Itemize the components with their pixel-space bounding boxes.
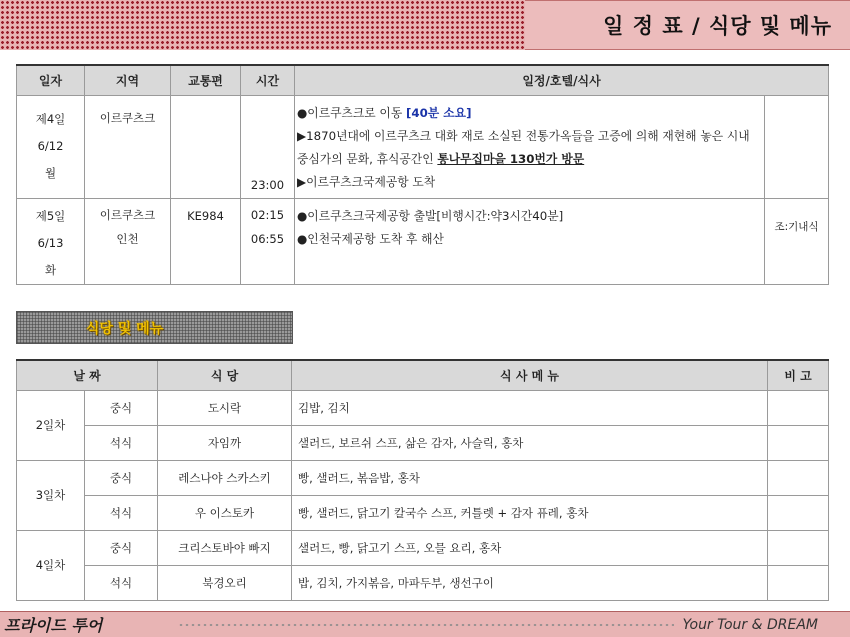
- menu-text: 샐러드, 보르쉬 스프, 삶은 감자, 사슬릭, 홍차: [292, 425, 768, 460]
- meal-row: [17, 460, 829, 495]
- page-title: 일 정 표 / 식당 및 메뉴: [603, 14, 832, 38]
- meal-row: [17, 495, 829, 530]
- menu-text: 빵, 샐러드, 닭고기 칼국수 스프, 커틀렛 + 감자 퓨레, 홍차: [292, 495, 768, 530]
- day-label: 제5일: [35, 208, 66, 223]
- restaurant-name: 우 이스토카: [158, 495, 292, 530]
- section-title: 식당 및 메뉴: [85, 320, 164, 337]
- duration-highlight: [40분 소요]: [405, 105, 472, 120]
- region-name: 인천: [116, 231, 139, 246]
- schedule-row: [17, 198, 829, 284]
- itinerary-cell: [295, 198, 765, 284]
- time-value: 06:55: [250, 231, 285, 246]
- transport-cell: KE984: [171, 198, 241, 284]
- day-date: 6/13: [37, 235, 64, 250]
- meal-header-row: [17, 360, 829, 390]
- meal-note: [768, 530, 829, 565]
- menu-text: 김밥, 김치: [292, 390, 768, 425]
- meal-cell: 조:기내식: [765, 198, 829, 284]
- schedule-header-row: [17, 65, 829, 95]
- col-time: 시간: [241, 65, 295, 95]
- region-cell: [85, 95, 171, 198]
- schedule-table: [16, 64, 829, 285]
- meal-day-cell: 3일차: [17, 460, 85, 530]
- menu-text: 밥, 김치, 가지볶음, 마파두부, 생선구이: [292, 565, 768, 600]
- itinerary-line: ●이르쿠츠크로 이동 [40분 소요]: [297, 105, 472, 120]
- meal-cell: [765, 95, 829, 198]
- header-pattern: [0, 0, 525, 50]
- schedule-row: [17, 95, 829, 198]
- meal-type: 중식: [85, 390, 158, 425]
- day-weekday: 월: [44, 165, 57, 180]
- itinerary-cell: [295, 95, 765, 198]
- restaurant-name: 도시락: [158, 390, 292, 425]
- itinerary-line: ▶이르쿠츠크국제공항 도착: [297, 174, 436, 189]
- meal-note: [768, 390, 829, 425]
- region-name: 이르쿠츠크: [99, 110, 156, 125]
- meal-type: 석식: [85, 565, 158, 600]
- col-date: 일자: [17, 65, 85, 95]
- transport-cell: [171, 95, 241, 198]
- region-cell: [85, 198, 171, 284]
- col-restaurant: 식 당: [158, 360, 292, 390]
- time-value: 23:00: [250, 177, 285, 192]
- col-region: 지역: [85, 65, 171, 95]
- time-value: 02:15: [250, 207, 285, 222]
- day-label: 제4일: [35, 111, 66, 126]
- restaurant-name: 레스나야 스카스키: [158, 460, 292, 495]
- col-menu: 식 사 메 뉴: [292, 360, 768, 390]
- day-cell: [17, 95, 85, 198]
- section-banner: [16, 311, 293, 344]
- meal-row: [17, 530, 829, 565]
- meal-note: [768, 460, 829, 495]
- header-bar: [0, 0, 850, 50]
- itinerary-line: ●이르쿠츠크국제공항 출발[비행시간:약3시간40분]: [297, 208, 564, 223]
- col-day: 날 짜: [17, 360, 158, 390]
- restaurant-name: 북경오리: [158, 565, 292, 600]
- meal-type: 석식: [85, 425, 158, 460]
- meal-row: [17, 390, 829, 425]
- meal-row: [17, 565, 829, 600]
- meal-type: 중식: [85, 530, 158, 565]
- header-title-area: [525, 0, 850, 50]
- menu-text: 샐러드, 빵, 닭고기 스프, 오믈 요리, 홍차: [292, 530, 768, 565]
- meal-day-cell: 4일차: [17, 530, 85, 600]
- itinerary-line: ●인천국제공항 도착 후 해산: [297, 231, 444, 246]
- restaurant-name: 크리스토바야 빠지: [158, 530, 292, 565]
- region-name: 이르쿠츠크: [99, 207, 156, 222]
- col-itinerary: 일정/호텔/식사: [295, 65, 829, 95]
- time-cell: [241, 198, 295, 284]
- meal-row: [17, 425, 829, 460]
- meal-note: [768, 495, 829, 530]
- restaurant-name: 자임까: [158, 425, 292, 460]
- visit-highlight: 통나무집마을 130번가 방문: [437, 151, 585, 166]
- day-cell: [17, 198, 85, 284]
- footer-bar: [0, 611, 850, 637]
- meal-type: 중식: [85, 460, 158, 495]
- col-transport: 교통편: [171, 65, 241, 95]
- meal-note: [768, 425, 829, 460]
- day-date: 6/12: [37, 138, 64, 153]
- meal-table: [16, 359, 829, 601]
- time-cell: [241, 95, 295, 198]
- menu-text: 빵, 샐러드, 볶음밥, 홍차: [292, 460, 768, 495]
- col-note: 비 고: [768, 360, 829, 390]
- footer-brand: 프라이드 투어: [4, 616, 103, 635]
- itinerary-line: ▶1870년대에 이르쿠츠크 대화 재로 소실된 전통가옥들을 고증에 의해 재현해 놓은 시내 중심가의 문화, 휴식공간인 통나무집마을 130번가 방문: [297, 128, 750, 166]
- meal-day-cell: 2일차: [17, 390, 85, 460]
- day-weekday: 화: [44, 262, 57, 277]
- meal-type: 석식: [85, 495, 158, 530]
- footer-divider: [178, 623, 674, 627]
- footer-slogan: Your Tour & DREAM: [682, 616, 818, 633]
- meal-note: [768, 565, 829, 600]
